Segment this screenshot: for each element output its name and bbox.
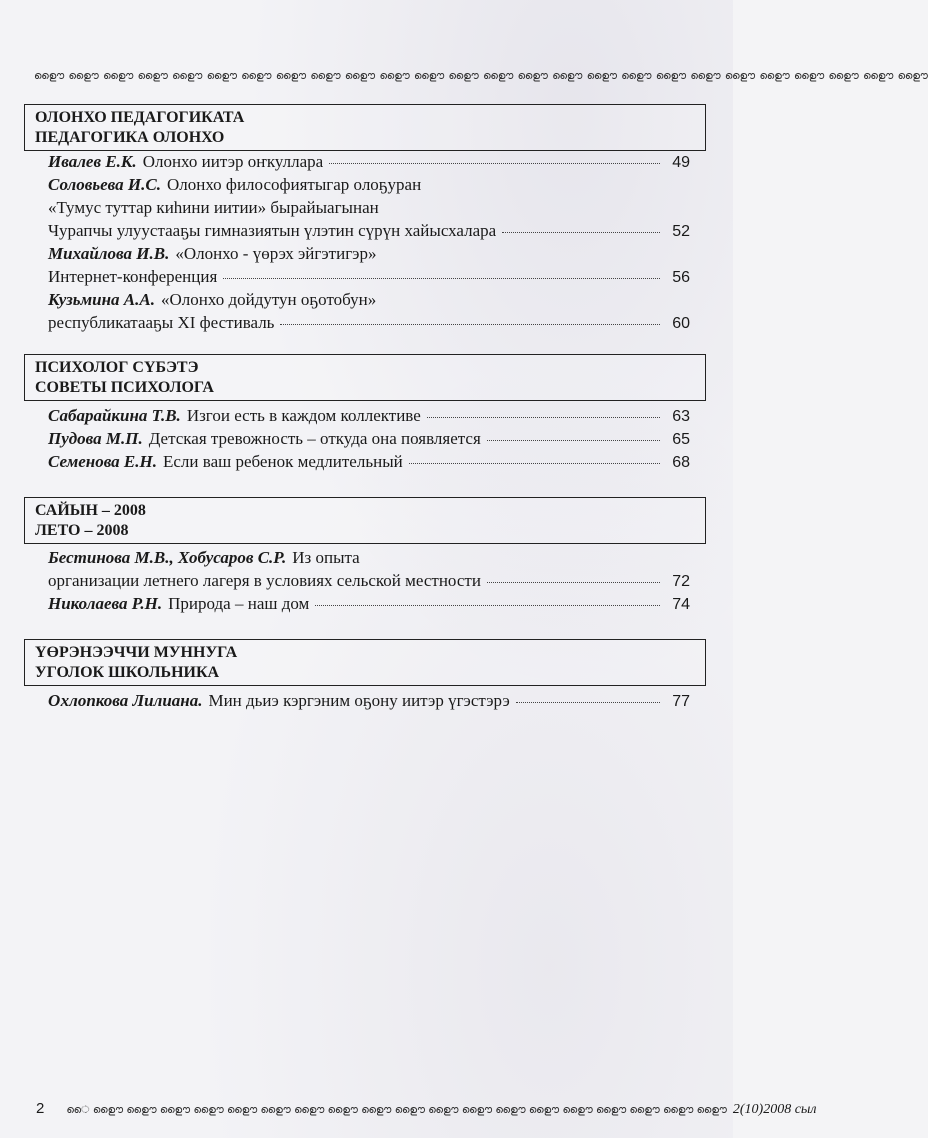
entry-title: Олонхо философиятыгар олоҕуран: [166, 175, 422, 194]
entry-title: Природа – наш дом: [168, 594, 310, 613]
toc-entry-continuation[interactable]: [48, 266, 690, 288]
entry-title: республикатааҕы XI фестиваль: [48, 313, 275, 332]
page-footer: [36, 1100, 817, 1118]
entry-page-number: 63: [672, 408, 690, 425]
entry-author: Семенова Е.Н.: [48, 452, 157, 471]
section-header-student-corner: [24, 639, 706, 686]
toc-entry-continuation[interactable]: [48, 570, 690, 592]
entry-title: «Тумус туттар киһини иитии» бырайыагынан: [48, 198, 379, 217]
page-number: 2: [36, 1100, 45, 1117]
entry-author: Бестинова М.В., Хобусаров С.Р.: [48, 548, 287, 567]
section-subtitle: УГОЛОК ШКОЛЬНИКА: [35, 664, 220, 681]
entry-title: «Олонхо - үөрэх эйгэтигэр»: [175, 244, 377, 263]
entry-author: Сабарайкина Т.В.: [48, 406, 181, 425]
section-title: САЙЫН – 2008: [35, 502, 146, 519]
toc-entry-continuation[interactable]: [48, 312, 690, 334]
entry-title: «Олонхо дойдутун оҕотобун»: [161, 290, 377, 309]
entry-title: Детская тревожность – откуда она появляется: [148, 429, 481, 448]
section-subtitle: ПЕДАГОГИКА ОЛОНХО: [35, 129, 225, 146]
toc-entry[interactable]: [48, 174, 690, 195]
entry-page-number: 72: [672, 573, 690, 590]
toc-entry-continuation: [48, 197, 690, 218]
entry-title: Из опыта: [292, 548, 360, 567]
section-header-olonkho: [24, 104, 706, 151]
section-title: ОЛОНХО ПЕДАГОГИКАТА: [35, 109, 245, 126]
section-header-psychologist: [24, 354, 706, 401]
entry-title: Чурапчы улуустааҕы гимназиятын үлэтин сүрүн хайысхалара: [48, 221, 497, 240]
leader-dots: [427, 403, 660, 418]
section-title: ҮӨРЭНЭЭЧЧИ МУННУГА: [35, 644, 238, 661]
leader-dots: [315, 591, 660, 606]
leader-dots: [223, 264, 660, 279]
leader-dots: [502, 218, 660, 233]
entry-author: Пудова М.П.: [48, 429, 143, 448]
top-ornament-border: ഊൈ ഊൈ ഊൈ ഊൈ ഊൈ ഊൈ ഊൈ ഊൈ ഊൈ ഊൈ ഊൈ ഊൈ ഊൈ ഊൈ ഊൈ ഊൈ ഊൈ ഊൈ ഊൈ ഊൈ ഊൈ ഊൈ ഊൈ ഊൈ ഊൈ ഊൈ: [34, 70, 928, 82]
entry-page-number: 65: [672, 431, 690, 448]
entry-title: Если ваш ребенок медлительный: [163, 452, 403, 471]
section-subtitle: ЛЕТО – 2008: [35, 522, 129, 539]
entry-title: Интернет-конференция: [48, 267, 218, 286]
section-title: ПСИХОЛОГ СҮБЭТЭ: [35, 359, 199, 376]
entry-author: Соловьева И.С.: [48, 175, 161, 194]
leader-dots: [516, 688, 660, 703]
entry-title: Изгои есть в каждом коллективе: [186, 406, 421, 425]
leader-dots: [409, 449, 660, 464]
entry-author: Кузьмина А.А.: [48, 290, 155, 309]
entry-page-number: 68: [672, 454, 690, 471]
leader-dots: [487, 568, 660, 583]
leader-dots: [280, 310, 660, 325]
toc-entry[interactable]: [48, 451, 690, 473]
entry-page-number: 52: [672, 223, 690, 240]
toc-entry[interactable]: [48, 243, 690, 264]
section-header-summer: [24, 497, 706, 544]
entry-page-number: 60: [672, 315, 690, 332]
footer-ornament-border: ൈ ഊൈ ഊൈ ഊൈ ഊൈ ഊൈ ഊൈ ഊൈ ഊൈ ഊൈ ഊൈ ഊൈ ഊൈ ഊൈ ഊൈ ഊൈ ഊൈ ഊൈ ഊൈ ഊൈ: [66, 1104, 727, 1116]
entry-page-number: 77: [672, 693, 690, 710]
leader-dots: [329, 149, 660, 164]
toc-entry[interactable]: [48, 547, 690, 568]
toc-entry[interactable]: [48, 289, 690, 310]
issue-label: 2(10)2008 сыл: [732, 1102, 817, 1117]
entry-page-number: 74: [672, 596, 690, 613]
section-subtitle: СОВЕТЫ ПСИХОЛОГА: [35, 379, 214, 396]
entry-page-number: 56: [672, 269, 690, 286]
toc-entry[interactable]: [48, 151, 690, 173]
toc-entry-continuation[interactable]: [48, 220, 690, 242]
entry-author: Ивалев Е.К.: [48, 152, 137, 171]
entry-title: Мин дьиэ кэргэним оҕону иитэр үгэстэрэ: [208, 691, 510, 710]
entry-author: Михайлова И.В.: [48, 244, 170, 263]
toc-entry[interactable]: [48, 428, 690, 450]
entry-title: организации летнего лагеря в условиях сельской местности: [48, 571, 481, 590]
entry-author: Охлопкова Лилиана.: [48, 691, 203, 710]
leader-dots: [487, 426, 660, 441]
entry-page-number: 49: [672, 154, 690, 171]
toc-entry[interactable]: [48, 690, 690, 712]
toc-entry[interactable]: [48, 593, 690, 615]
entry-author: Николаева Р.Н.: [48, 594, 163, 613]
toc-entry[interactable]: [48, 405, 690, 427]
entry-title: Олонхо иитэр оҥкуллара: [142, 152, 324, 171]
